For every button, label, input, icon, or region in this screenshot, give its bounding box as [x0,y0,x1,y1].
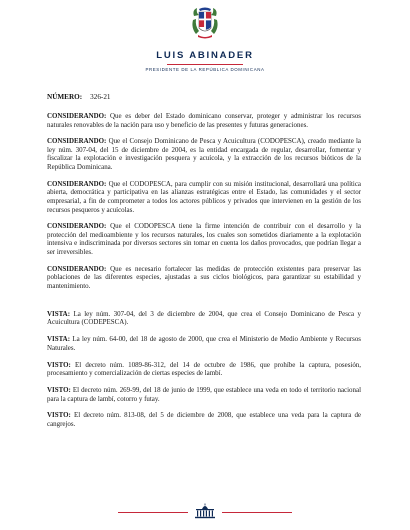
considerando-paragraph [47,180,361,214]
paragraph-keyword: CONSIDERANDO: [47,112,107,120]
paragraph-text: El decreto núm. 1089-86-312, del 14 de octubre de 1986, que prohíbe la captura, posesión, procesamiento y comercialización de ciertas especies de lambí. [47,360,361,378]
considerando-paragraph [47,137,361,171]
footer-divider-right [222,512,292,513]
visto-paragraph [47,310,361,327]
visto-paragraph [47,361,361,378]
paragraph-text: Que el CODOPESCA tiene la firme intención de contribuir con el desarrollo y la protección del medioambiente y los recursos naturales, los cuales son sometidos diariamente a la explotación intensiva e indiscriminada por diversos sectores sin tomar en cuenta los daños provocados, que podrían llegar a ser irreversibles. [47,222,362,256]
paragraph-text: La ley núm. 307-04, del 3 de diciembre de 2004, que crea el Consejo Dominicano de Pesca y Acuicultura (CODEPESCA). [47,309,362,327]
decree-number-label: NÚMERO: [47,93,83,101]
visto-paragraph [47,335,361,352]
decree-body [47,112,361,437]
header-divider [167,64,243,65]
paragraph-keyword: VISTA: [47,335,70,344]
national-palace-icon [193,503,217,519]
paragraph-text: El decreto núm. 813-08, del 5 de diciembre de 2008, que establece una veda para la captura de cangrejos. [47,411,362,428]
paragraph-text: Que es deber del Estado dominicano conservar, proteger y administrar los recursos naturales renovables de la nación para uso y beneficio de las presentes y futuras generaciones. [47,112,361,129]
paragraph-keyword: CONSIDERANDO: [47,222,107,231]
paragraph-text: La ley núm. 64-00, del 18 de agosto de 2000, que crea el Ministerio de Medio Ambiente y Recursos Naturales. [47,335,362,352]
section-spacer [47,299,361,310]
paragraph-keyword: CONSIDERANDO: [47,179,107,188]
paragraph-keyword: VISTA: [47,309,70,318]
coat-of-arms-icon [190,6,220,40]
paragraph-keyword: CONSIDERANDO: [47,264,107,273]
paragraph-text: Que es necesario fortalecer las medidas de protección existentes para preservar las poblaciones de las diferentes especies, ajustadas a sus ciclos biológicos, para garantizar su estabilidad y mantenimiento. [47,264,362,290]
footer-divider-left [118,512,188,513]
president-title: PRESIDENTE DE LA REPÚBLICA DOMINICANA [145,67,265,72]
paragraph-keyword: CONSIDERANDO: [47,137,107,146]
paragraph-text: Que el CODOPESCA, para cumplir con su misión institucional, desarrollará una política abierta, democrática y participativa en las alianzas estratégicas entre el Estado, las comunidades y el sector empresarial, a fin de comprometer a todos los actores públicos y privados que intervienen en la gestión de los recursos pesqueros y acuícolas. [47,179,362,214]
considerando-paragraph [47,265,361,291]
paragraph-text: Que el Consejo Dominicano de Pesca y Acuicultura (CODOPESCA), creado mediante la ley núm. 307-04, del 15 de diciembre de 2004, es la entidad encargada de regular, desarrollar, fomentar y fiscalizar la explotación e investigación pesquera y acuícola, y la extracción de los recursos bióticos de la República Dominicana. [47,137,362,172]
paragraph-text: El decreto núm. 269-99, del 18 de junio de 1999, que establece una veda en todo el territorio nacional para la captura de lambí, cotorro y futay. [47,385,362,403]
decree-number-value: 326-21 [90,93,111,101]
president-name: LUIS ABINADER [156,50,254,61]
paragraph-keyword: VISTO: [47,385,71,394]
considerando-paragraph [47,112,361,129]
paragraph-keyword: VISTO: [47,411,71,420]
decree-number [47,93,111,101]
considerando-paragraph [47,222,361,256]
visto-paragraph [47,386,361,403]
visto-paragraph [47,411,361,428]
paragraph-keyword: VISTO: [47,360,71,369]
